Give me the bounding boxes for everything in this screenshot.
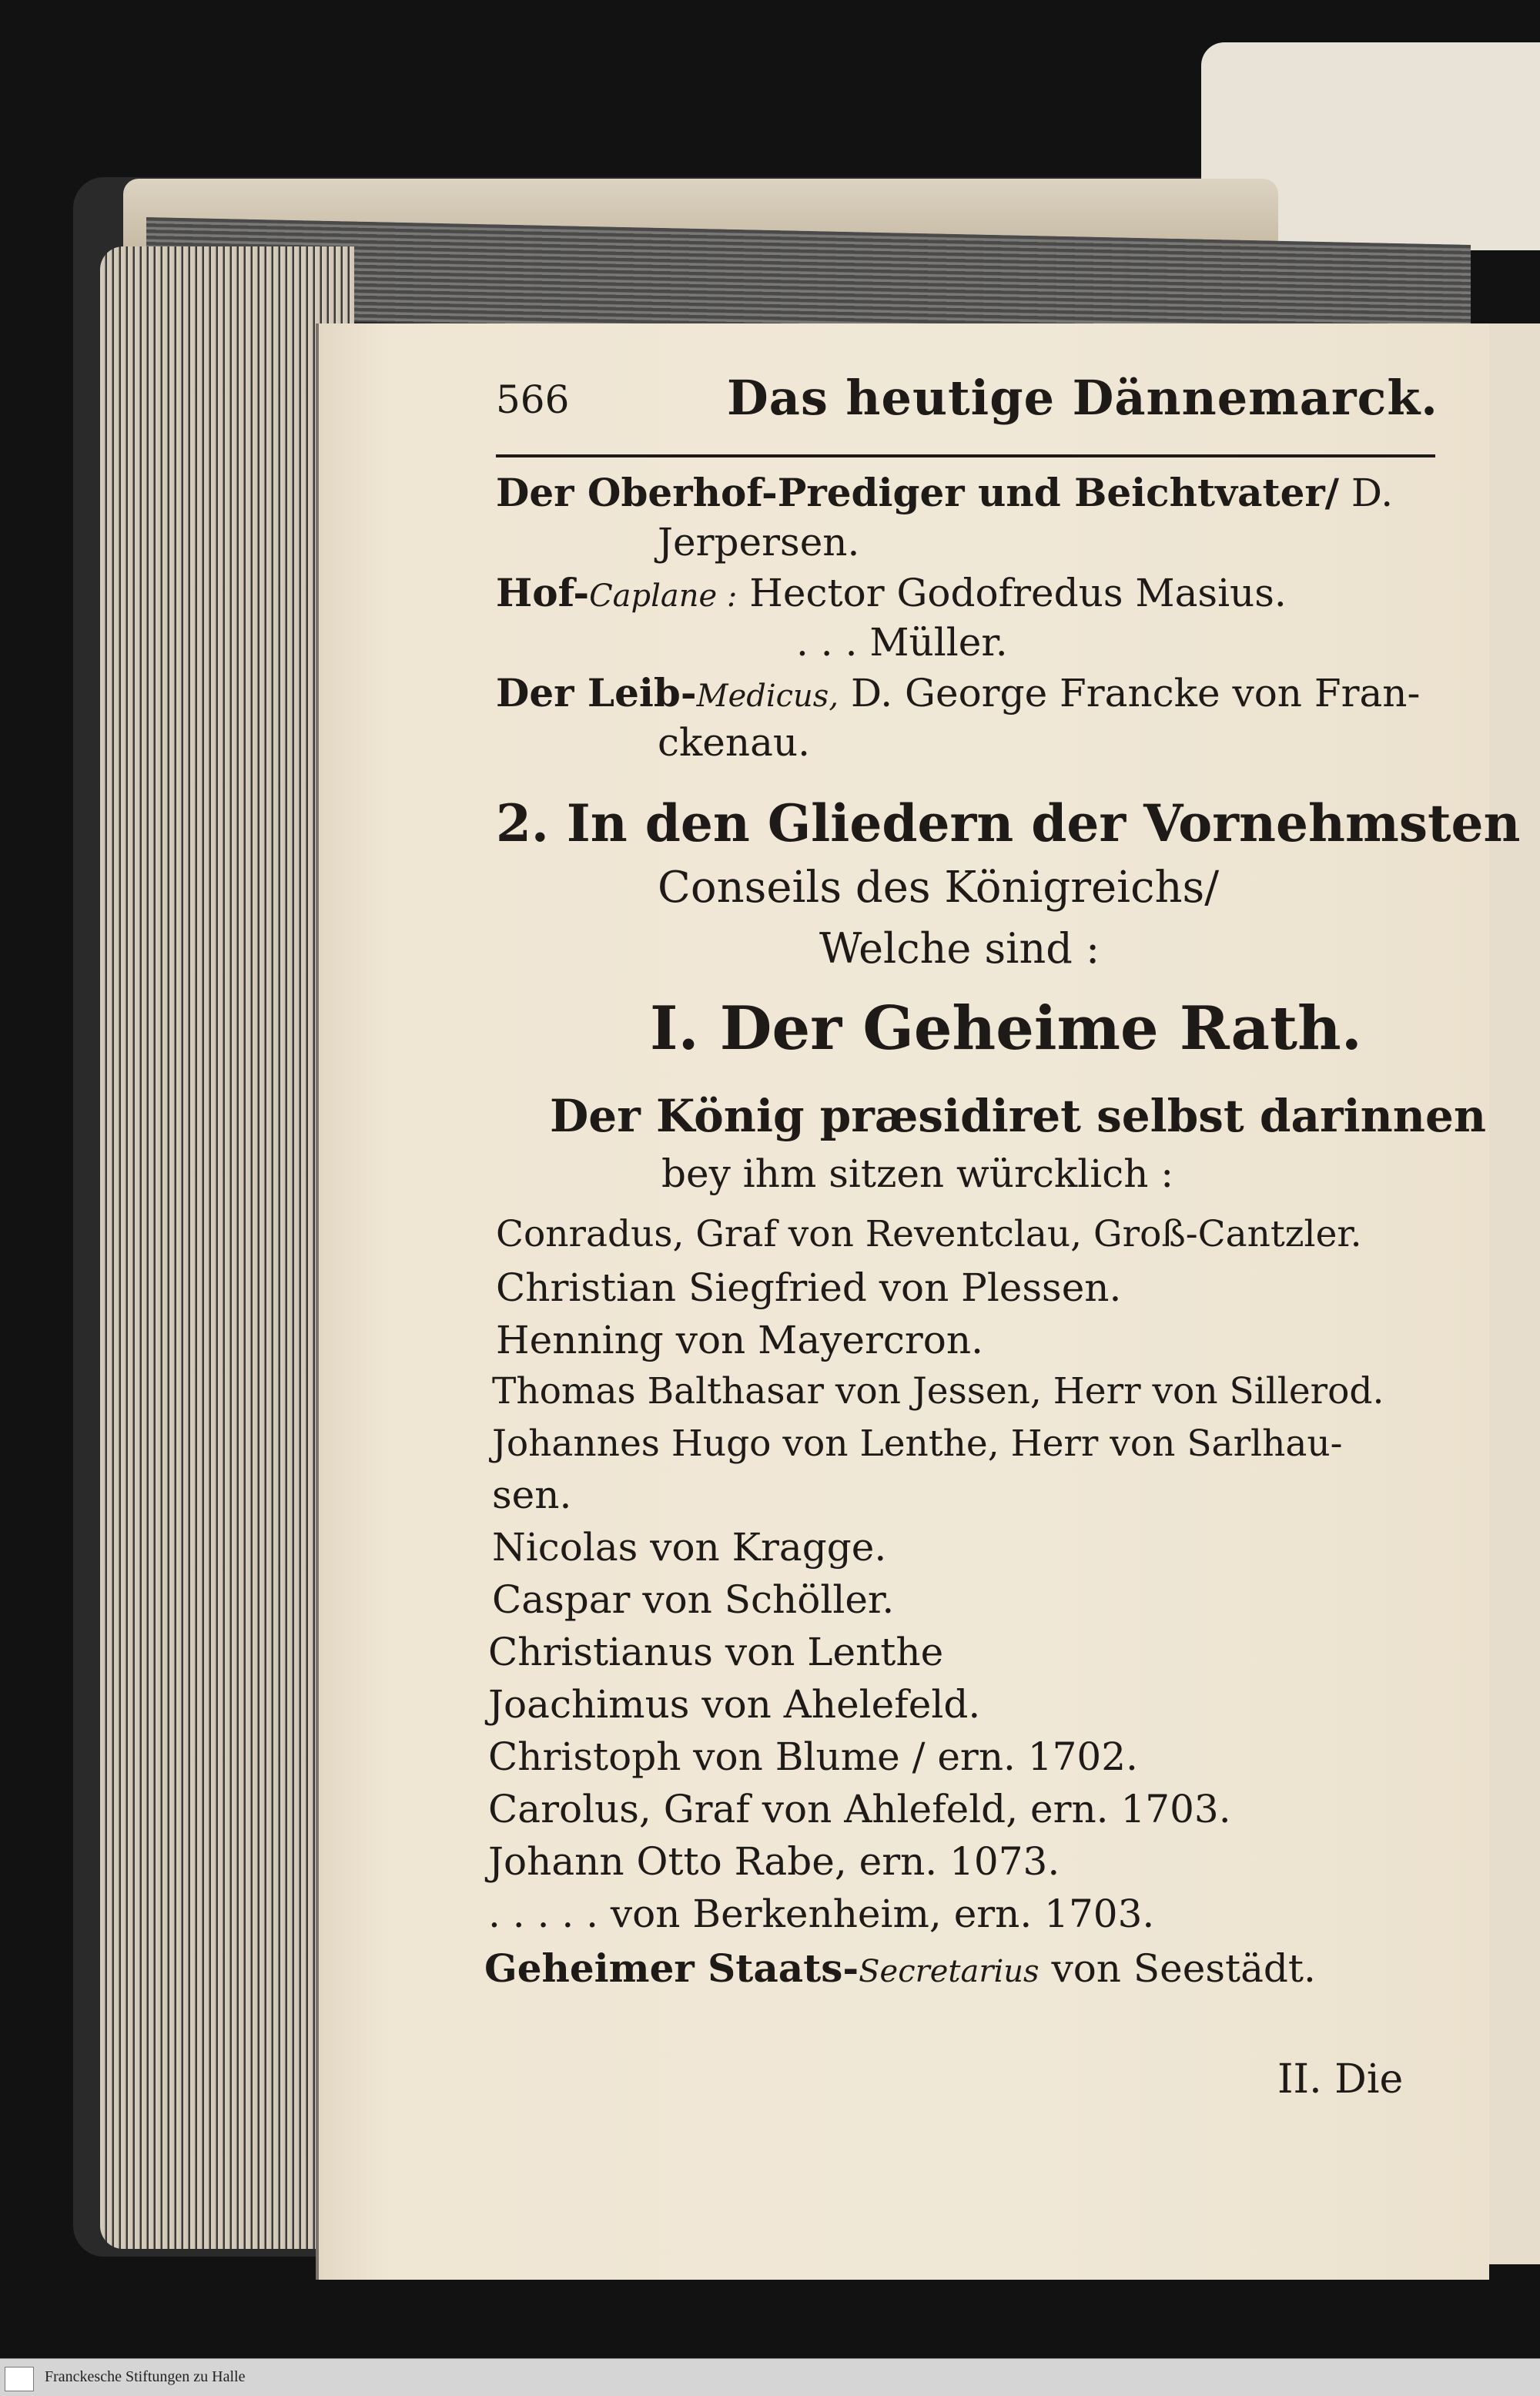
section-heading-3: Welche sind : — [819, 924, 1100, 973]
section-heading-1: 2. In den Gliedern der Vornehmsten — [496, 793, 1521, 853]
member-line: Johann Otto Rabe, ern. 1073. — [488, 1839, 1060, 1884]
page-number: 566 — [496, 377, 570, 422]
court-line-1 — [496, 470, 1393, 515]
member-line: Joachimus von Ahelefeld. — [488, 1682, 981, 1727]
court-line-3 — [496, 570, 1287, 615]
member-line: Conradus, Graf von Reventclau, Groß-Cantzler. — [496, 1213, 1362, 1255]
member-line: Thomas Balthasar von Jessen, Herr von Sillerod. — [492, 1370, 1384, 1412]
member-line: Johannes Hugo von Lenthe, Herr von Sarlhau- — [492, 1423, 1343, 1465]
footer-institution: Franckesche Stiftungen zu Halle — [45, 2368, 246, 2385]
running-head: Das heutige Dännemarck. — [727, 370, 1438, 426]
secretary-line — [484, 1945, 1316, 1991]
member-line: Nicolas von Kragge. — [492, 1525, 887, 1570]
institution-logo-icon — [5, 2367, 34, 2391]
member-line: Christianus von Lenthe — [488, 1630, 944, 1674]
secretary-name: von Seestädt. — [1039, 1946, 1316, 1991]
court-line-3-caplane: Caplane : — [589, 578, 738, 614]
catchword: II. Die — [1277, 2056, 1404, 2103]
secretary-title: Geheimer Staats- — [484, 1945, 859, 1991]
council-subtitle-1: Der König præsidiret selbst darinnen — [550, 1090, 1487, 1142]
book-page — [316, 323, 1521, 2280]
court-line-3-hof: Hof- — [496, 570, 590, 615]
member-line: . . . . . von Berkenheim, ern. 1703. — [488, 1892, 1155, 1936]
member-line: sen. — [492, 1473, 572, 1517]
council-subtitle-2: bey ihm sitzen würcklich : — [661, 1151, 1174, 1196]
council-title: I. Der Geheime Rath. — [650, 994, 1362, 1064]
footer-bar — [0, 2358, 1540, 2396]
page-content — [319, 323, 1521, 2280]
court-line-1-name: D. — [1339, 471, 1394, 515]
member-line: Carolus, Graf von Ahlefeld, ern. 1703. — [488, 1787, 1231, 1831]
secretary-latin: Secretarius — [859, 1954, 1040, 1989]
court-line-2: Jerpersen. — [658, 520, 860, 565]
court-line-5-medicus: Medicus, — [696, 679, 839, 714]
member-line: Christoph von Blume / ern. 1702. — [488, 1734, 1138, 1779]
member-line: Henning von Mayercron. — [496, 1318, 983, 1362]
court-line-1-title: Der Oberhof-Prediger und Beichtvater/ — [496, 470, 1339, 515]
court-line-3-name: Hector Godofredus Masius. — [737, 571, 1287, 615]
court-line-6: ckenau. — [658, 720, 810, 765]
section-heading-2: Conseils des Königreichs/ — [658, 863, 1220, 913]
member-line: Christian Siegfried von Plessen. — [496, 1265, 1122, 1310]
court-line-5 — [496, 670, 1420, 715]
page-header — [496, 370, 1540, 439]
court-line-5-name: D. George Francke von Fran- — [839, 671, 1421, 715]
member-line: Caspar von Schöller. — [492, 1577, 895, 1622]
header-rule — [496, 454, 1435, 457]
court-line-4: . . . Müller. — [796, 620, 1008, 665]
court-line-5-title: Der Leib- — [496, 670, 697, 715]
